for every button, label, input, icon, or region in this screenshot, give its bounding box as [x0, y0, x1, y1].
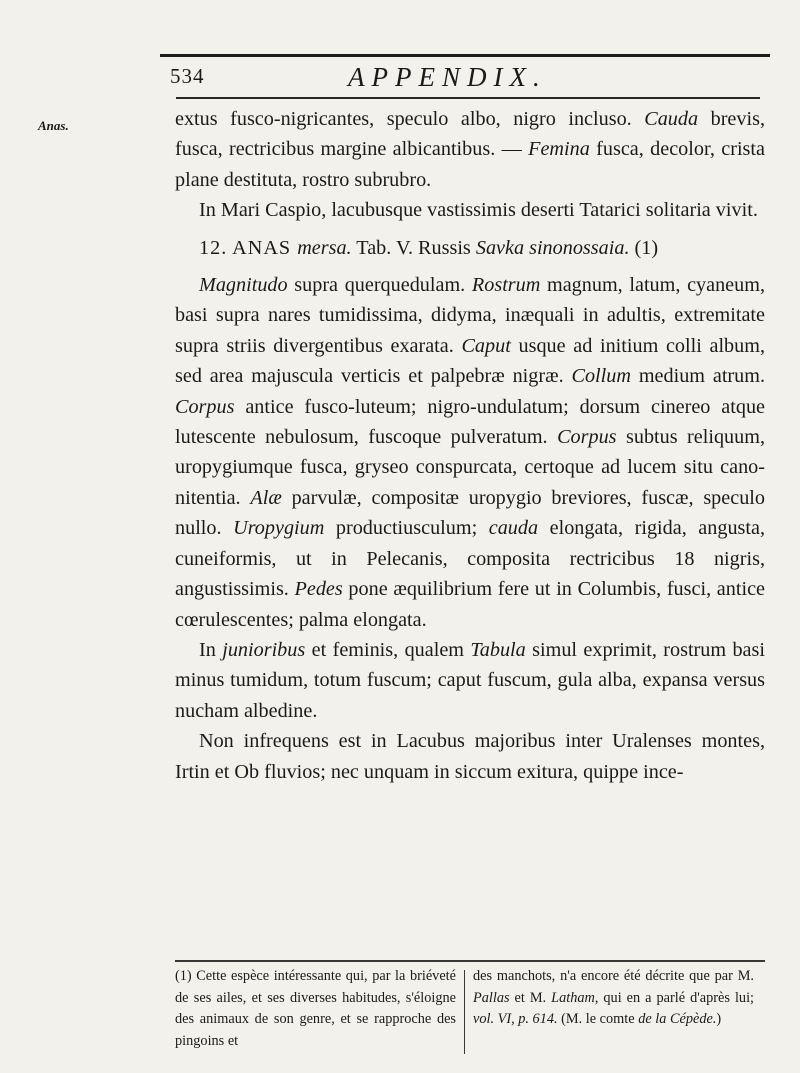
margin-note: Anas.	[38, 118, 69, 133]
main-text	[175, 104, 765, 787]
page-number: 534	[170, 64, 205, 88]
footnote-column-divider	[464, 970, 465, 1054]
footnotes	[175, 966, 765, 1056]
paragraph-habitat: In Mari Caspio, lacubusque vastissimis deserti Tatarici solitaria vivit.	[199, 199, 758, 222]
paragraph-description-end: extus fusco-nigricantes, speculo albo, nigro incluso. Cauda brevis, fusca, rectricibus margine albicantibus. — Femina fusca, decolor, crista plane destituta, rostro subrubro.	[175, 108, 765, 191]
species-heading: 12. ANAS mersa. Tab. V. Russis Savka sinonossaia. (1)	[199, 236, 659, 259]
footnote-left-column: (1) Cette espèce intéressante qui, par la briéveté de ses ailes, et ses diverses habitudes, s'éloigne des animaux de son genre, et se rapproche des pingoins et	[175, 968, 456, 1049]
running-title: APPENDIX.	[348, 62, 547, 92]
paragraph-description: Magnitudo supra querquedulam. Rostrum magnum, latum, cyaneum, basi supra nares tumidissima, didyma, inæquali in adultis, extremitate supra striis divergentibus exarata. Caput usque ad initium colli album, sed area majuscula verticis et palpebræ nigræ. Collum medium atrum. Corpus antice fusco-luteum; nigro-undulatum; dorsum cinereo atque lutescente nebulosum, fuscoque pulveratum. Corpus subtus reliquum, uropygiumque fusca, gryseo conspurcata, certoque ad lucem situ cano-nitentia. Alæ parvulæ, compositæ uropygio breviores, fuscæ, speculo nullo. Uropygium productiusculum; cauda elongata, rigida, angusta, cuneiformis, ut in Pelecanis, composita rectricibus 18 nigris, angustissimis. Pedes pone æquilibrium fere ut in Columbis, fusci, antice cœrulescentes; palma elongata.	[175, 274, 766, 631]
header-rule	[176, 97, 760, 99]
footnote-rule	[175, 960, 765, 962]
paragraph-distribution: Non infrequens est in Lacubus majoribus inter Uralenses montes, Irtin et Ob fluvios; nec unquam in siccum exitura, quippe ince-	[175, 730, 765, 783]
footnote-right-column: des manchots, n'a encore été décrite que par M. Pallas et M. Latham, qui en a parlé d'après lui; vol. VI, p. 614. (M. le comte de la Cépède.)	[473, 968, 755, 1027]
top-rule	[160, 54, 770, 57]
page-header	[160, 62, 760, 92]
paragraph-juveniles: In junioribus et feminis, qualem Tabula simul exprimit, rostrum basi minus tumidum, totum fuscum; caput fuscum, gula alba, expansa versus nucham albedine.	[175, 638, 765, 722]
